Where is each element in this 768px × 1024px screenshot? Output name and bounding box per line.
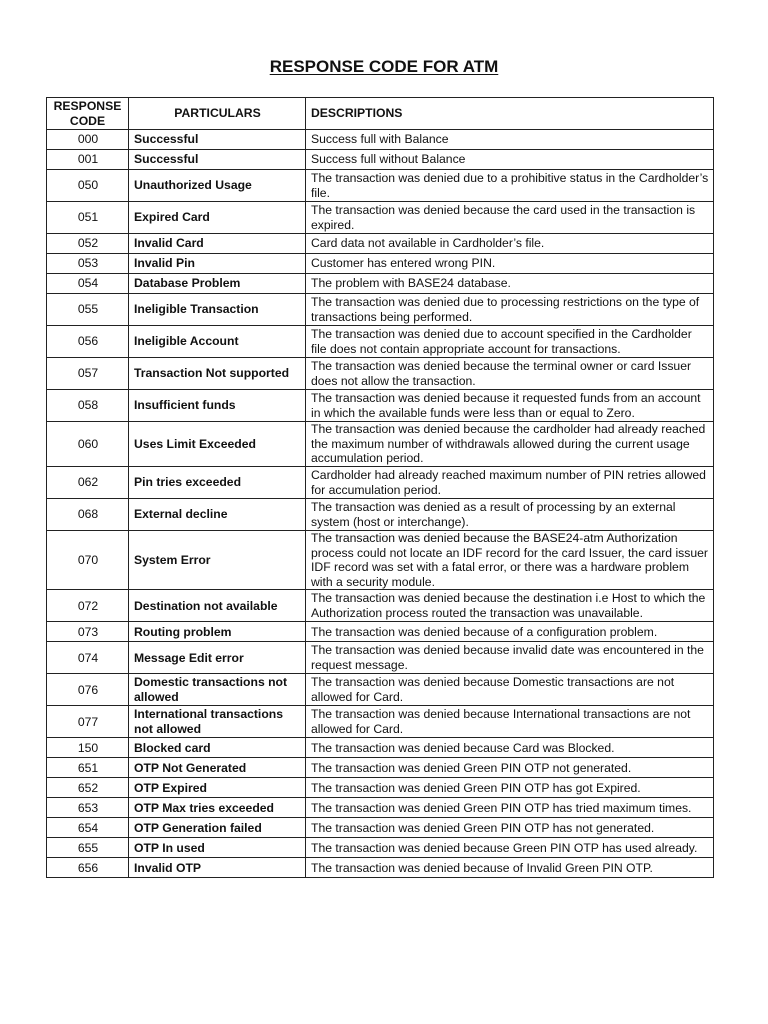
table-row: [47, 531, 714, 590]
response-code-cell: 651: [47, 758, 129, 778]
table-row: [47, 838, 714, 858]
response-code-cell: 150: [47, 738, 129, 758]
table-row: [47, 234, 714, 254]
response-code-cell: 056: [47, 326, 129, 358]
table-row: [47, 422, 714, 467]
description-cell: The transaction was denied because International transactions are not allowed for Card.: [306, 706, 714, 738]
table-row: [47, 758, 714, 778]
particular-cell: Domestic transactions not allowed: [129, 674, 306, 706]
response-code-cell: 000: [47, 130, 129, 150]
response-code-cell: 055: [47, 294, 129, 326]
description-cell: The transaction was denied Green PIN OTP has tried maximum times.: [306, 798, 714, 818]
particular-cell: Database Problem: [129, 274, 306, 294]
response-code-cell: 060: [47, 422, 129, 467]
table-row: [47, 778, 714, 798]
particular-cell: Ineligible Account: [129, 326, 306, 358]
description-cell: The transaction was denied Green PIN OTP has got Expired.: [306, 778, 714, 798]
description-cell: The transaction was denied because the card used in the transaction is expired.: [306, 202, 714, 234]
response-code-cell: 656: [47, 858, 129, 878]
table-row: [47, 798, 714, 818]
particular-cell: Pin tries exceeded: [129, 467, 306, 499]
particular-cell: Routing problem: [129, 622, 306, 642]
description-cell: Cardholder had already reached maximum number of PIN retries allowed for accumulation period.: [306, 467, 714, 499]
response-code-cell: 068: [47, 499, 129, 531]
description-cell: The transaction was denied because Green PIN OTP has used already.: [306, 838, 714, 858]
description-cell: The transaction was denied because Card was Blocked.: [306, 738, 714, 758]
table-header-row: [47, 98, 714, 130]
particular-cell: OTP In used: [129, 838, 306, 858]
description-cell: The transaction was denied due to processing restrictions on the type of transactions being performed.: [306, 294, 714, 326]
page-title-text: RESPONSE CODE FOR ATM: [269, 57, 499, 76]
description-cell: The transaction was denied Green PIN OTP not generated.: [306, 758, 714, 778]
response-code-cell: 073: [47, 622, 129, 642]
response-code-cell: 074: [47, 642, 129, 674]
particular-cell: Message Edit error: [129, 642, 306, 674]
table-row: [47, 738, 714, 758]
response-code-cell: 062: [47, 467, 129, 499]
particular-cell: Ineligible Transaction: [129, 294, 306, 326]
table-row: [47, 254, 714, 274]
table-row: [47, 274, 714, 294]
response-code-cell: 058: [47, 390, 129, 422]
description-cell: The transaction was denied because the BASE24-atm Authorization process could not locate an IDF record for the card Issuer, the card issuer IDF record was set with a fatal error, or there was a hardware problem with a security module.: [306, 531, 714, 590]
description-cell: The transaction was denied Green PIN OTP has not generated.: [306, 818, 714, 838]
response-code-cell: 077: [47, 706, 129, 738]
particular-cell: Successful: [129, 130, 306, 150]
particular-cell: OTP Max tries exceeded: [129, 798, 306, 818]
response-code-cell: 654: [47, 818, 129, 838]
table-row: [47, 590, 714, 622]
description-cell: The transaction was denied due to a prohibitive status in the Cardholder’s file.: [306, 170, 714, 202]
particular-cell: Invalid Card: [129, 234, 306, 254]
particular-cell: Transaction Not supported: [129, 358, 306, 390]
response-code-cell: 076: [47, 674, 129, 706]
table-row: [47, 130, 714, 150]
header-particulars: PARTICULARS: [129, 98, 306, 130]
response-code-table: [46, 97, 714, 878]
particular-cell: Uses Limit Exceeded: [129, 422, 306, 467]
description-cell: The transaction was denied because it requested funds from an account in which the available funds were less than or equal to Zero.: [306, 390, 714, 422]
particular-cell: External decline: [129, 499, 306, 531]
description-cell: Success full with Balance: [306, 130, 714, 150]
description-cell: The transaction was denied because invalid date was encountered in the request message.: [306, 642, 714, 674]
particular-cell: OTP Expired: [129, 778, 306, 798]
table-row: [47, 818, 714, 838]
page-title: [0, 56, 768, 78]
particular-cell: Blocked card: [129, 738, 306, 758]
particular-cell: Destination not available: [129, 590, 306, 622]
response-code-cell: 652: [47, 778, 129, 798]
table-row: [47, 622, 714, 642]
response-code-cell: 054: [47, 274, 129, 294]
table-row: [47, 499, 714, 531]
particular-cell: Invalid Pin: [129, 254, 306, 274]
particular-cell: OTP Not Generated: [129, 758, 306, 778]
particular-cell: System Error: [129, 531, 306, 590]
header-response-code: RESPONSE CODE: [47, 98, 129, 130]
description-cell: The transaction was denied as a result of processing by an external system (host or interchange).: [306, 499, 714, 531]
table-row: [47, 467, 714, 499]
response-code-cell: 052: [47, 234, 129, 254]
description-cell: The transaction was denied due to account specified in the Cardholder file does not contain appropriate account for transactions.: [306, 326, 714, 358]
description-cell: The transaction was denied because the cardholder had already reached the maximum number of withdrawals allowed during the current usage accumulation period.: [306, 422, 714, 467]
table-body: [47, 130, 714, 878]
table-row: [47, 674, 714, 706]
table-row: [47, 642, 714, 674]
particular-cell: Expired Card: [129, 202, 306, 234]
response-code-cell: 655: [47, 838, 129, 858]
response-code-cell: 050: [47, 170, 129, 202]
description-cell: Customer has entered wrong PIN.: [306, 254, 714, 274]
description-cell: The transaction was denied because of Invalid Green PIN OTP.: [306, 858, 714, 878]
description-cell: The transaction was denied because the terminal owner or card Issuer does not allow the transaction.: [306, 358, 714, 390]
table-row: [47, 170, 714, 202]
table-row: [47, 390, 714, 422]
particular-cell: OTP Generation failed: [129, 818, 306, 838]
table-row: [47, 202, 714, 234]
response-code-cell: 070: [47, 531, 129, 590]
particular-cell: International transactions not allowed: [129, 706, 306, 738]
response-code-cell: 072: [47, 590, 129, 622]
description-cell: The problem with BASE24 database.: [306, 274, 714, 294]
response-code-cell: 051: [47, 202, 129, 234]
particular-cell: Successful: [129, 150, 306, 170]
header-descriptions: DESCRIPTIONS: [306, 98, 714, 130]
response-code-cell: 053: [47, 254, 129, 274]
description-cell: Success full without Balance: [306, 150, 714, 170]
description-cell: The transaction was denied because the destination i.e Host to which the Authorization process routed the transaction was unavailable.: [306, 590, 714, 622]
table-row: [47, 858, 714, 878]
response-code-cell: 001: [47, 150, 129, 170]
table-row: [47, 326, 714, 358]
table-row: [47, 294, 714, 326]
description-cell: The transaction was denied because Domestic transactions are not allowed for Card.: [306, 674, 714, 706]
particular-cell: Invalid OTP: [129, 858, 306, 878]
response-code-cell: 653: [47, 798, 129, 818]
table-row: [47, 706, 714, 738]
particular-cell: Insufficient funds: [129, 390, 306, 422]
table-row: [47, 358, 714, 390]
table-row: [47, 150, 714, 170]
description-cell: The transaction was denied because of a configuration problem.: [306, 622, 714, 642]
description-cell: Card data not available in Cardholder’s file.: [306, 234, 714, 254]
particular-cell: Unauthorized Usage: [129, 170, 306, 202]
response-code-cell: 057: [47, 358, 129, 390]
